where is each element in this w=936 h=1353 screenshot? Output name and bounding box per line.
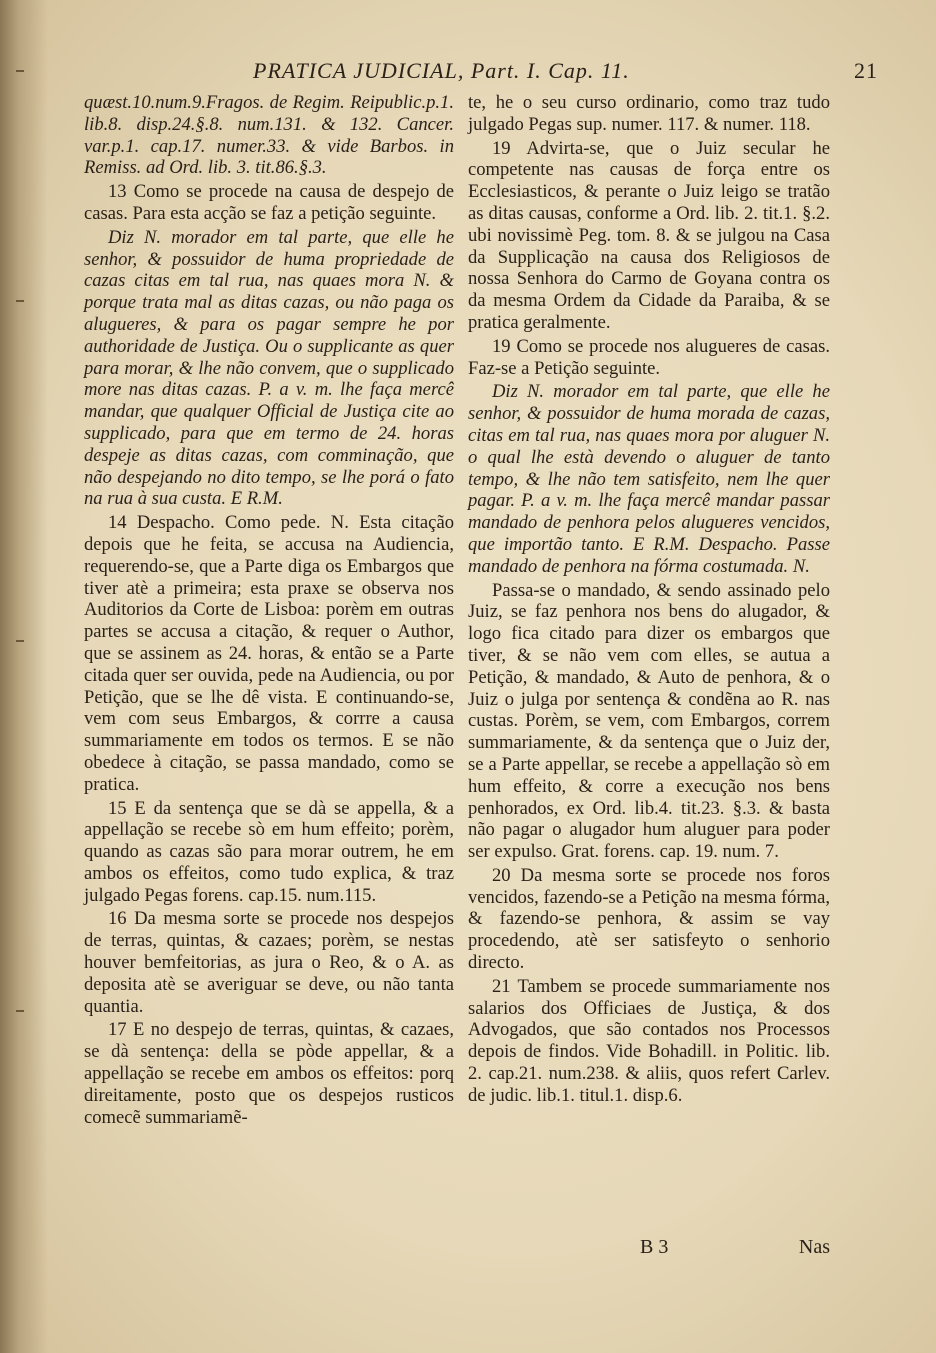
paragraph: quæst.10.num.9.Fragos. de Regim. Reipublic.p.1. lib.8. disp.24.§.8. num.131. & 132. Cancer. var.p.1. cap.17. numer.33. & vide Barbos. in Remiss. ad Ord. lib. 3. tit.86.§.3. <box>84 92 454 179</box>
paragraph: 16 Da mesma sorte se procede nos despejos de terras, quintas, & cazaes; porèm, se nestas houver bemfeitorias, as jura o Reo, & o A. as deposita atè se averiguar se deve, ou não tanta quantia. <box>84 908 454 1017</box>
paragraph: 14 Despacho. Como pede. N. Esta citação depois que he feita, se accusa na Audiencia, requerendo-se, que a Parte diga os Embargos que tiver atè a primeira; esta praxe se observa nos Auditorios da Corte de Lisboa: porèm em outras partes se accusa a citação, & requer o Author, que se assinem as 24. horas, & então se a Parte citada quer ser ouvida, pede na Audiencia, ou por Petição, que se lhe dê vista. E continuando-se, vem com seus Embargos, & corrre a causa summariamente em todos os termos. E se não obedece à citação, se passa mandado, como se pratica. <box>84 512 454 795</box>
paragraph: te, he o seu curso ordinario, como traz tudo julgado Pegas sup. numer. 117. & numer. 118. <box>468 92 830 135</box>
paragraph: 13 Como se procede na causa de despejo de casas. Para esta acção se faz a petição seguinte. <box>84 181 454 224</box>
paragraph: 19 Como se procede nos alugueres de casas. Faz-se a Petição seguinte. <box>468 335 830 379</box>
paragraph: Diz N. morador em tal parte, que elle he senhor, & possuidor de huma morada de cazas, citas em tal rua, nas quaes mora por aluguer N. o qual lhe està devendo o aluguer de tanto tempo, & lhe não tem satisfeito, nem lhe quer pagar. P. a v. m. lhe faça mercê mandar passar mandado de penhora pelos alugueres vencidos, que importão tanto. E R.M. Despacho. Passe mandado de penhora na fórma costumada. N. <box>468 381 830 577</box>
margin-mark <box>16 640 24 642</box>
paragraph: 21 Tambem se procede summariamente nos salarios dos Officiaes de Justiça, & dos Advogados, que são contados nos Processos depois de findos. Vide Bohadill. in Politic. lib. 2. cap.21. num.238. & aliis, quos refert Carlev. de judic. lib.1. titul.1. disp.6. <box>468 975 830 1106</box>
catchword: Nas <box>798 1236 830 1258</box>
paragraph: 15 E da sentença que se dà se appella, & a appellação se recebe sò em hum effeito; porèm, quando as cazas são para morar outrem, he em ambos os effeitos, como tudo explica, & traz julgado Pegas forens. cap.15. num.115. <box>84 797 454 906</box>
left-column <box>84 92 454 1130</box>
margin-mark <box>16 70 24 72</box>
paragraph: 20 Da mesma sorte se procede nos foros vencidos, fazendo-se a Petição na mesma fórma, & fazendo-se penhora, & assim se vay procedendo, atè ser satisfeyto o senhorio directo. <box>468 864 830 974</box>
right-column <box>468 92 830 1109</box>
paragraph: Passa-se o mandado, & sendo assinado pelo Juiz, se faz penhora nos bens do alugador, & logo fica citado para dizer os embargos que tiver, & se não vem com elles, se autua a Petição, & mandado, & Auto de penhora, & o Juiz o julga por sentença & condẽna ao R. nas custas. Porèm, se vem, com Embargos, correm summariamente, & da sentença que o Juiz der, se a Parte appellar, se recebe a appellação sò em hum effeito, & corre a execução nos bens penhorados, ex Ord. lib.4. tit.23. §.3. & basta não pagar o alugador hum aluguer para poder ser expulso. Grat. forens. cap. 19. num. 7. <box>468 579 830 863</box>
page-number: 21 <box>854 58 878 83</box>
margin-mark <box>16 300 24 302</box>
paragraph: 19 Advirta-se, que o Juiz secular he competente nas causas de força entre os Ecclesiasticos, & perante o Juiz leigo se tratão as ditas causas, conforme a Ord. lib. 2. tit.1. §.2. ubi novissimè Peg. tom. 8. & se julgou na Casa da Supplicação na causa dos Religiosos de nossa Senhora do Carmo de Goyana contra os da mesma Ordem da Cidade da Paraiba, & se pratica geralmente. <box>468 137 830 333</box>
paragraph: Diz N. morador em tal parte, que elle he senhor, & possuidor de huma propriedade de cazas citas em tal rua, nas quaes mora N. & porque trata mal as ditas cazas, ou não paga os alugueres, & para os pagar sempre he por authoridade de Justiça. Ou o supplicante as quer para morar, & lhe não convem, que o supplicado more nas ditas cazas. P. a v. m. lhe faça mercê mandar, que qualquer Official de Justiça cite ao supplicado, para que em termo de 24. horas despeje as ditas cazas, com comminação, que não despejando no dito tempo, se lhe porá o fato na rua à sua custa. E R.M. <box>84 226 454 510</box>
page-footer <box>468 1236 830 1262</box>
running-title: PRATICA JUDICIAL, Part. I. Cap. 11. <box>253 58 630 83</box>
paragraph: 17 E no despejo de terras, quintas, & cazaes, se dà sentença: della se pòde appellar, & a appellação se recebe em ambos os effeitos: porq direitamente, posto que os despejos rusticos comecẽ summariamẽ- <box>84 1019 454 1128</box>
page-header <box>88 58 878 88</box>
margin-mark <box>16 1010 24 1012</box>
gutter-shadow <box>0 0 48 1353</box>
signature-mark: B 3 <box>640 1236 669 1258</box>
